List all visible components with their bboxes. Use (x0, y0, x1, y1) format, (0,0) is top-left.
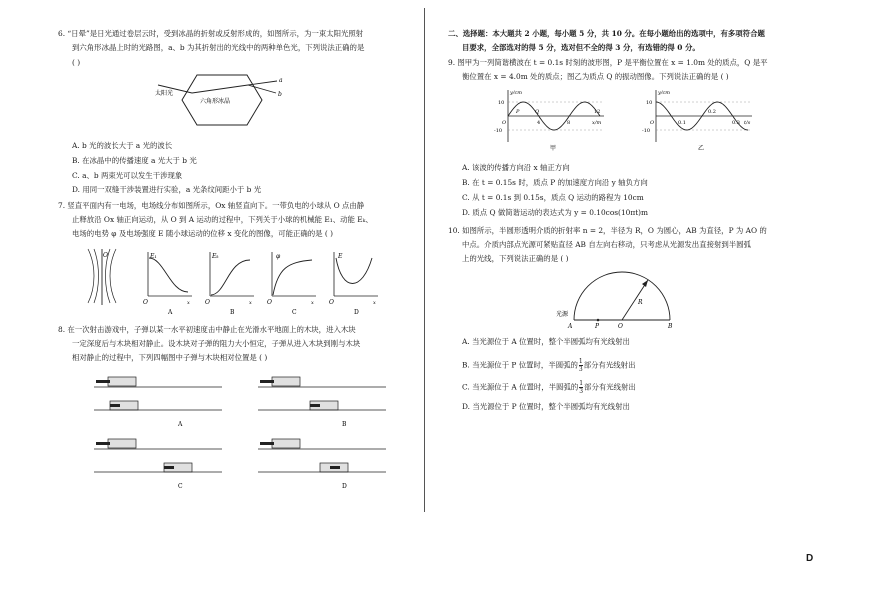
q10-option-c-text: C. 当光源位于 A 位置时，半圆弧的 (462, 382, 579, 392)
q9-fig2-caption: 乙 (698, 145, 705, 152)
q8-panel-a (94, 372, 224, 430)
q9-line2: 衡位置在 x = 4.0m 处的质点；图乙为质点 Q 的振动图像。下列说法正确的是 ( ) (462, 72, 729, 81)
q7-graph-d-origin: O (329, 299, 334, 306)
q7-graph-b-ylabel: Eₖ (212, 253, 219, 260)
q7-graph-b (204, 248, 256, 316)
q7-graph-a-origin: O (143, 299, 148, 306)
q7-graph-b-origin: O (205, 299, 210, 306)
q10-option-b-frac-den: 3 (578, 366, 583, 373)
section2-line2: 目要求，全部选对的得 5 分，选对但不全的得 3 分，有选错的得 0 分。 (462, 43, 700, 52)
q8-line1: 8. 在一次射击游戏中，子弹以某一水平初速度击中静止在光滑水平地面上的木块，进入木块 (58, 325, 356, 334)
q10-line3: 上的光线，下列说法正确的是 ( ) (462, 254, 569, 263)
q8-panel-c-label: C (178, 483, 183, 490)
q9-option-c: C. 从 t = 0.1s 到 0.15s，质点 Q 运动的路程为 10cm (462, 193, 644, 202)
q9-fig1-origin: O (502, 120, 507, 126)
q9-option-a: A. 该波的传播方向沿 x 轴正方向 (462, 163, 570, 172)
q9-fig2-tick-01: 0.1 (678, 120, 686, 126)
q10-p-label: P (595, 323, 600, 330)
q9-vibration-figure (640, 86, 760, 152)
q9-fig2-ylabel: y/cm (658, 90, 671, 96)
q10-option-b-frac-num: 1 (578, 358, 583, 365)
q9-fig1-tick-12: 12 (594, 109, 601, 115)
q8-panel-c (94, 434, 224, 492)
q7-graph-c-label: C (292, 309, 297, 316)
q8-line2: 一定深度后与木块相对静止。设木块对子弹的阻力大小恒定，子弹从进入木块到刚与木块 (72, 339, 361, 348)
q10-source-label: 光源 (556, 311, 569, 318)
q7-line1: 7. 竖直平面内有一电场，电场线分布如图所示，Ox 轴竖直向下。一带负电的小球从 O 点由静 (58, 201, 365, 210)
q9-fig1-caption: 甲 (550, 145, 557, 152)
q7-line3: 电场的电势 φ 及电场强度 E 随小球运动的位移 x 变化的图像，可能正确的是 ( ) (72, 229, 334, 238)
q6-line1: 6. “日晕”是日光通过卷层云时，受到冰晶的折射或反射形成的，如图所示，为一束太阳光照射 (58, 29, 364, 38)
q8-panel-b-label: B (342, 421, 347, 428)
q9-fig1-tick-8: 8 (567, 120, 571, 126)
q10-line1: 10. 如图所示，半圆形透明介质的折射率 n = 2，半径为 R，O 为圆心，AB 为直径，P 为 AO 的 (448, 226, 767, 235)
q8-line3: 相对静止的过程中，下列四幅图中子弹与木块相对位置是 ( ) (72, 353, 268, 362)
q9-fig2-tick-neg10: -10 (642, 128, 651, 134)
column-divider (424, 8, 425, 512)
q9-fig1-tick-neg10: -10 (494, 128, 503, 134)
q7-origin-label: O (103, 252, 108, 259)
q6-line2: 到六角形冰晶上时的光路图，a、b 为其折射出的光线中的两种单色光，下列说法正确的是 (72, 43, 365, 52)
q7-line2: 止释放沿 Ox 轴正向运动，从 O 到 A 运动的过程中，下列关于小球的机械能 E₁、动能 Eₖ、 (72, 215, 373, 224)
section2-line1: 二、选择题：本大题共 2 小题，每小题 5 分，共 10 分。在每小题给出的选项中，有多项符合题 (448, 29, 765, 38)
q10-option-b-fraction (579, 358, 583, 373)
q9-fig2-tick-03: 0.3 (732, 120, 740, 126)
q10-a-label: A (568, 323, 573, 330)
q6-line3: ( ) (72, 58, 81, 67)
q6-hexagon-figure (152, 71, 302, 131)
q6-b-label: b (278, 91, 282, 98)
q9-fig1-xlabel: x/m (592, 120, 602, 126)
q6-option-a: A. b 光的波长大于 a 光的波长 (72, 141, 173, 150)
q8-panel-d-label: D (342, 483, 347, 490)
q10-semicircle-figure (556, 270, 686, 332)
q10-option-c-tail: 部分有光线射出 (584, 382, 636, 392)
q7-graph-b-label: B (230, 309, 235, 316)
q10-option-b-tail: 部分有光线射出 (583, 360, 636, 370)
q8-panel-d (258, 434, 388, 492)
q10-option-c-frac-num: 1 (579, 380, 584, 387)
q9-wave-figure (492, 86, 612, 152)
q9-fig2-xlabel: t/s (744, 120, 751, 126)
q6-a-label: a (279, 77, 283, 84)
q9-line1: 9. 图甲为一列简谐横波在 t = 0.1s 时刻的波形图，P 是平衡位置在 x = 1.0m 处的质点，Q 是平 (448, 58, 768, 67)
q7-graph-c (266, 248, 318, 316)
q9-fig1-tick-10: 10 (498, 100, 505, 106)
q10-option-c-fraction (579, 380, 583, 395)
q7-graph-d-xlabel: x (373, 300, 376, 306)
q10-line2: 中点。介质内部点光源可紧贴直径 AB 自左向右移动，只考虑从光源发出直接射到半圆弧 (462, 240, 751, 249)
q9-fig1-tick-4: 4 (537, 120, 541, 126)
q7-graph-a-xlabel: x (187, 300, 190, 306)
q7-graph-c-xlabel: x (311, 300, 314, 306)
q6-option-d: D. 用同一双缝干涉装置进行实验，a 光条纹间距小于 b 光 (72, 185, 262, 194)
q7-graph-c-ylabel: φ (276, 253, 281, 260)
q7-graph-a (142, 248, 194, 316)
q10-option-a: A. 当光源位于 A 位置时，整个半圆弧均有光线射出 (462, 337, 630, 346)
q9-fig2-tick-10: 10 (646, 100, 653, 106)
q9-fig2-tick-02: 0.2 (708, 109, 716, 115)
q9-option-d: D. 质点 Q 做简谐运动的表达式为 y = 0.10cos(10πt)m (462, 208, 649, 217)
page-mark: D (806, 553, 814, 564)
q10-option-b (462, 358, 635, 373)
q7-graph-d (328, 248, 380, 316)
q6-option-c: C. a、b 两束光可以发生干涉现象 (72, 171, 183, 180)
q9-fig1-p-label: P (516, 109, 520, 115)
q6-sun-label: 太阳光 (155, 90, 174, 97)
q8-panel-a-label: A (178, 421, 183, 428)
q10-option-c-frac-den: 3 (579, 388, 584, 395)
q10-r-label: R (638, 299, 643, 306)
q6-option-b: B. 在冰晶中的传播速度 a 光大于 b 光 (72, 156, 197, 165)
q7-graph-a-label: A (168, 309, 173, 316)
q7-graph-a-ylabel: E₁ (150, 253, 157, 260)
q7-field-figure (82, 245, 124, 307)
q7-graph-b-xlabel: x (249, 300, 252, 306)
q10-option-d: D. 当光源位于 P 位置时，整个半圆弧均有光线射出 (462, 402, 630, 411)
q10-o-label: O (618, 323, 623, 330)
q9-fig2-origin: O (650, 120, 655, 126)
q6-ice-label: 六角形冰晶 (200, 98, 231, 105)
q9-fig1-q-label: Q (535, 109, 540, 115)
q9-fig1-ylabel: y/cm (510, 90, 523, 96)
q10-option-b-text: B. 当光源位于 P 位置时，半圆弧的 (462, 360, 578, 370)
q7-graph-c-origin: O (267, 299, 272, 306)
q7-graph-d-label: D (354, 309, 359, 316)
q10-b-label: B (668, 323, 673, 330)
q7-graph-d-ylabel: E (338, 253, 343, 260)
q8-panel-b (258, 372, 388, 430)
q10-option-c (462, 380, 636, 395)
q9-option-b: B. 在 t = 0.15s 时，质点 P 的加速度方向沿 y 轴负方向 (462, 178, 648, 187)
